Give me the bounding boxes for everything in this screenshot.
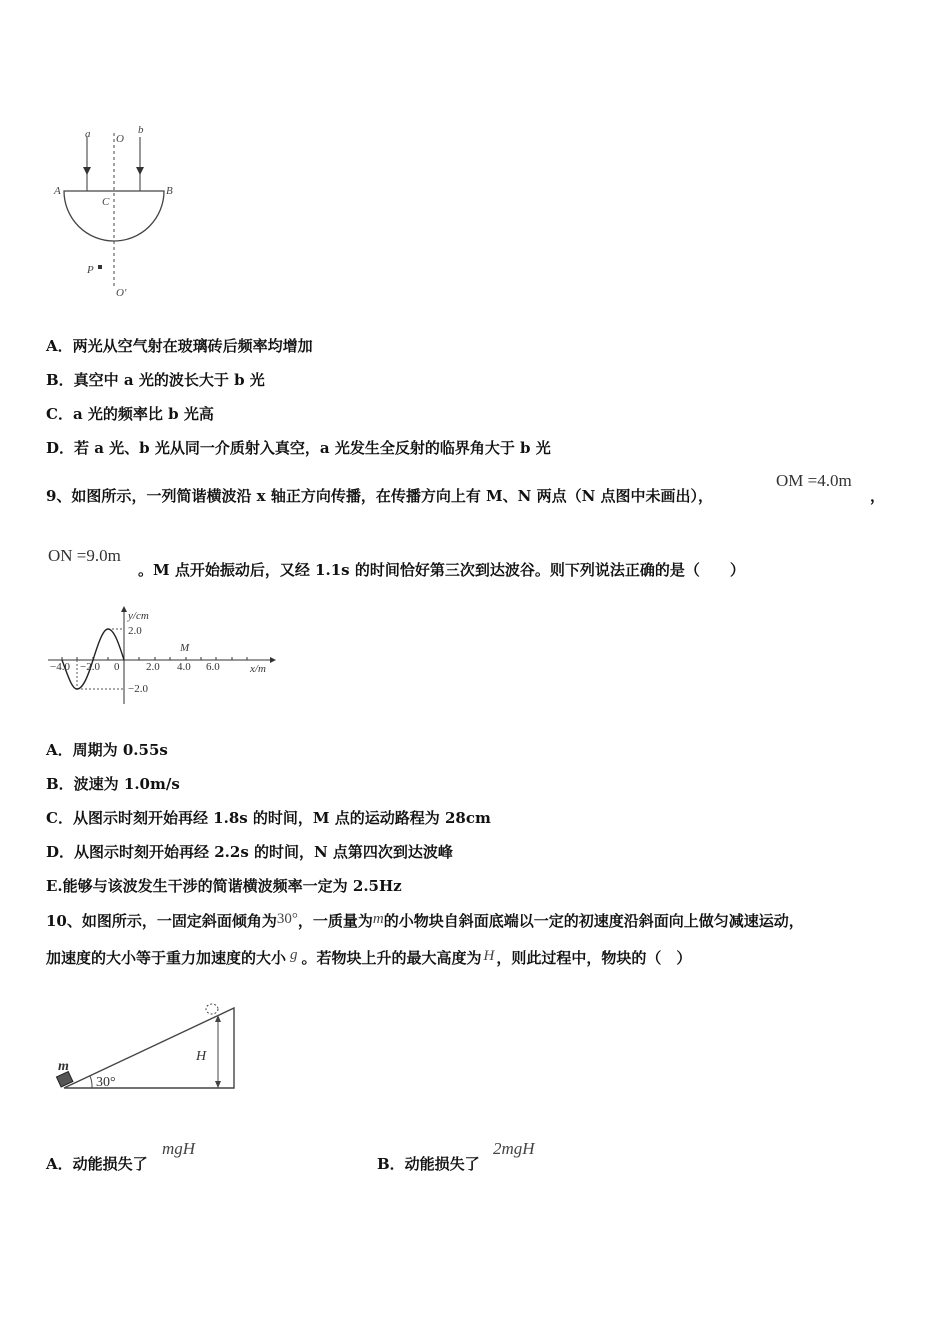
semicircle-lens-diagram (40, 115, 190, 305)
angle-arc (90, 1076, 92, 1088)
q10-line1-c: 的小物块自斜面底端以一定的初速度沿斜面向上做匀减速运动， (383, 912, 804, 930)
q9-option-d: D．从图示时刻开始再经 2.2s 的时间，N 点第四次到达波峰 (46, 843, 453, 861)
label-O-prime: O' (116, 287, 127, 299)
q10-line1 (46, 911, 804, 932)
q10-line1-a: 10、如图所示，一固定斜面倾角为 (46, 912, 277, 930)
q9-math-om: OM =4.0m (776, 471, 852, 490)
label-C: C (102, 196, 110, 208)
q10-option-b-math: 2mgH (493, 1139, 535, 1158)
label-A: A (54, 185, 61, 197)
q10-line1-b: ，一质量为 (297, 912, 373, 930)
q10-math-angle: 30° (276, 911, 298, 927)
label-m: m (58, 1059, 69, 1074)
q10-option-a-math: mgH (162, 1139, 196, 1158)
x-tick-label: −4.0 (50, 661, 70, 673)
q10-line2-a: 加速度的大小等于重力加速度的大小 (46, 949, 287, 967)
q9-math-on: ON =9.0m (48, 546, 121, 565)
point-p-dot (98, 265, 102, 269)
wave-graph (40, 600, 280, 710)
semicircle-brick (64, 191, 164, 241)
y-axis-arrow (121, 606, 127, 612)
q8-option-a: A．两光从空气射在玻璃砖后频率均增加 (46, 337, 313, 355)
q9-stem-part1: 9、如图所示，一列简谐横波沿 x 轴正方向传播，在传播方向上有 M、N 两点（N 点图中未画出）， (46, 487, 714, 505)
incline-diagram (52, 996, 252, 1096)
label-a: a (85, 128, 91, 140)
point-m-label: M (180, 642, 190, 654)
q9-option-a: A．周期为 0.55s (46, 741, 168, 759)
x-tick-label: 0 (114, 661, 120, 673)
x-axis-label: x/m (250, 663, 266, 675)
q10-line2-c: ，则此过程中，物块的（ ） (496, 949, 692, 967)
x-tick-label: 6.0 (206, 661, 220, 673)
wave-curve (62, 629, 124, 689)
x-tick-label: 2.0 (146, 661, 160, 673)
q9-option-e: E.能够与该波发生干涉的简谐横波频率一定为 2.5Hz (46, 877, 402, 895)
q8-option-c: C．a 光的频率比 b 光高 (46, 405, 214, 423)
y-bottom-label: −2.0 (128, 683, 148, 695)
q10-math-g: g (290, 947, 298, 963)
y-axis-label: y/cm (128, 610, 149, 622)
label-P: P (87, 264, 94, 276)
label-h: H (196, 1049, 207, 1064)
incline-triangle (64, 1008, 234, 1088)
y-top-label: 2.0 (128, 625, 142, 637)
label-angle: 30° (96, 1075, 116, 1090)
x-tick-label: 4.0 (177, 661, 191, 673)
q10-option-b-text: B．动能损失了 (377, 1155, 480, 1173)
q9-option-c: C．从图示时刻开始再经 1.8s 的时间，M 点的运动路程为 28cm (46, 809, 491, 827)
q10-line2-b: 。若物块上升的最大高度为 (301, 949, 482, 967)
label-B: B (166, 185, 173, 197)
block-top-dashed (206, 1004, 218, 1014)
x-tick-label: −2.0 (80, 661, 100, 673)
q8-option-d: D．若 a 光、b 光从同一介质射入真空，a 光发生全反射的临界角大于 b 光 (46, 439, 551, 457)
label-O: O (116, 133, 124, 145)
height-arrow-bottom (215, 1081, 221, 1088)
q10-math-h: H (483, 948, 495, 964)
q8-option-b: B．真空中 a 光的波长大于 b 光 (46, 371, 265, 389)
q9-stem-part2: 。M 点开始振动后，又经 1.1s 的时间恰好第三次到达波谷。则下列说法正确的是（ ） (138, 561, 745, 579)
q10-option-a-text: A．动能损失了 (46, 1155, 148, 1173)
q9-comma: ， (870, 487, 886, 505)
ray-a-arrow (83, 167, 91, 175)
label-b: b (138, 124, 144, 136)
q10-math-m: m (372, 911, 384, 927)
ray-b-arrow (136, 167, 144, 175)
x-axis-arrow (270, 657, 276, 663)
q9-option-b: B．波速为 1.0m/s (46, 775, 180, 793)
q10-line2 (46, 948, 691, 969)
